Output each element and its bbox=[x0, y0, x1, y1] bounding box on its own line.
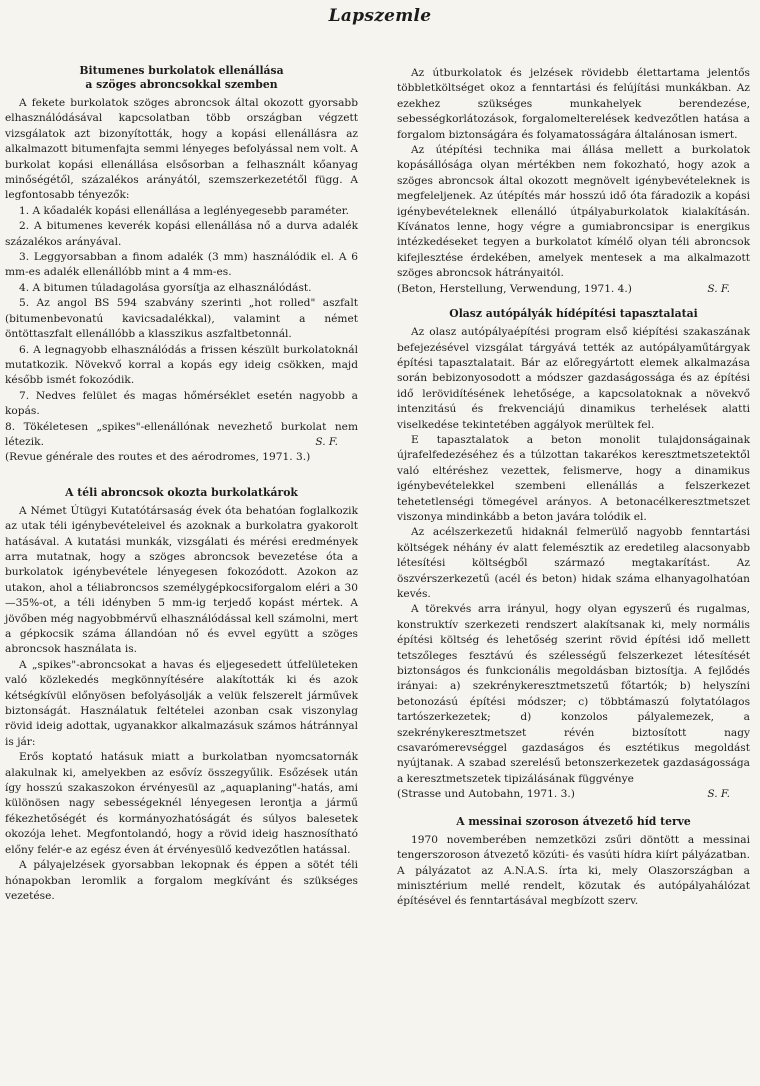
paragraph: 8. Tökéletesen „spikes"-ellenállónak nevezhető burkolat nem létezik. bbox=[5, 420, 358, 448]
paragraph: 6. A legnagyobb elhasználódás a frissen készült burkolatoknál mutatkozik. Növekvő korral a kopás egy ideig csökken, majd később ismét fokozódik. bbox=[5, 343, 358, 387]
left-column bbox=[5, 64, 358, 904]
article-body-winter-tyres bbox=[5, 504, 358, 905]
paragraph: 7. Nedves felület és magas hőmérséklet esetén nagyobb a kopás. bbox=[5, 389, 358, 418]
article-body-winter-tyres-cont bbox=[397, 66, 750, 297]
paragraph: 1. A kőadalék kopási ellenállása a leglényegesebb paraméter. bbox=[19, 204, 350, 217]
paragraph: Az olasz autópályaépítési program első kiépítési szakaszának befejezésével vizsgálat tárgyává tették az autópályaműtárgyak építési tapasztalatait. Bár az előregyártott elemek alkalmazása során bebizonyosodott a módszer gazdaságossága és az építési idő lerövidítésének lehetősége, a kapcsolatoknak a növekvő intenzitású és frekvenciájú dinamikus terhelések alatti viselkedése tekintetében aggályok merültek fel. bbox=[397, 326, 750, 431]
paragraph: Erős koptató hatásuk miatt a burkolatban nyomcsatornák alakulnak ki, amelyekben az esővíz összegyűlik. Esőzések után így hosszú szakaszokon érvényesül az „aquaplaning"-hatás, ami különösen nagy sebességeknél lényegesen lerontja a jármű fékezhetőségét és kormányozhatóságát és súlyos balesetek okozója lehet. Megfontolandó, hogy a rövid ideig hasznosítható előny felér-e az egész éven át érvényesülő kedvezőtlen hatással. bbox=[5, 751, 358, 856]
source-with-signature bbox=[397, 282, 750, 297]
paragraph: A fekete burkolatok szöges abroncsok által okozott gyorsabb elhasználódásával kapcsolatban több országban végzett vizsgálatok azt bizonyították, hogy a kopási ellenállásra az alkalmazott bitumenfajta semmi lényeges befolyással nem volt. A burkolat kopási ellenállása elsősorban a felhasznált kőanyag minőségétől, százalékos arányától, szemszerkezetétől függ. A legfontosabb tényezők: bbox=[5, 97, 358, 202]
article-title-messina-bridge: A messinai szoroson átvezető híd terve bbox=[456, 814, 691, 828]
paragraph: A „spikes"-abroncsokat a havas és eljegesedett útfelületeken való közlekedés megkönnyítésére alakították ki és azok kétségkívül előnyösen befolyásolják a velük felszerelt járművek biztonságát. Használatuk feltételei azonban csak viszonylag rövid ideig adottak, ugyanakkor alkalmazásuk számos hátránnyal is jár: bbox=[5, 658, 358, 748]
page-title: Lapszemle bbox=[328, 6, 432, 26]
paragraph: 1970 novemberében nemzetközi zsűri döntött a messinai tengerszoroson átvezető közúti- és vasúti hídra kiírt pályázatban. A pályázatot az A.N.A.S. írta ki, mely Olaszországban a minisztérium mellé rendelt, közutak és autópályahálózat építésével és fenntartásával megbízott szerv. bbox=[397, 833, 750, 908]
paragraph-with-signature bbox=[5, 420, 358, 451]
source-citation: (Revue générale des routes et des aérodromes, 1971. 3.) bbox=[5, 451, 311, 464]
paragraph: 4. A bitumen túladagolása gyorsítja az elhasználódást. bbox=[19, 281, 312, 294]
paragraph: Az útépítési technika mai állása mellett a burkolatok kopásállósága olyan mértékben nem fokozható, hogy azok a szöges abroncsok által okozott megnövelt igénybevételeknek is megfeleljenek. Az útépítés már hosszú idő óta fáradozik a kopási igénybevételeknek ellenálló útpályaburkolatok kialakításán. Kívánatos lenne, hogy végre a gumiabroncsipar is energikus intézkedéseket tegyen a burkolatot kímélő olyan téli abroncsok kifejlesztése érdekében, amelyek mentesek a ma alkalmazott szöges abroncsok hátrányaitól. bbox=[397, 144, 750, 280]
source-citation: (Strasse und Autobahn, 1971. 3.) bbox=[397, 788, 575, 801]
paragraph: Az útburkolatok és jelzések rövidebb élettartama jelentős többletköltséget okoz a fenntartási és felújítási munkákban. Az ezekhez szükséges munkahelyek berendezése, sebességkorlátozások, forgalomelterelések kedvezőtlen hatása a forgalom biztonságára és folyamatosságára általánosan ismert. bbox=[397, 67, 750, 141]
paragraph: 3. Leggyorsabban a finom adalék (3 mm) használódik el. A 6 mm-es adalék ellenállóbb mint a 4 mm-es. bbox=[5, 251, 358, 279]
paragraph: 2. A bitumenes keverék kopási ellenállása nő a durva adalék százalékos arányával. bbox=[5, 220, 358, 248]
article-title-line: a szöges abroncsokkal szemben bbox=[85, 78, 278, 91]
article-title-line: Bitumenes burkolatok ellenállása bbox=[79, 64, 284, 77]
paragraph: 5. Az angol BS 594 szabvány szerinti „hot rolled" aszfalt (bitumenbevonatú kavicsadalékkal), valamint a német öntöttaszfalt ellenállóbb a klasszikus aszfaltbetonnál. bbox=[5, 297, 358, 341]
paragraph: E tapasztalatok a beton monolit tulajdonságainak újrafelfedezéséhez és a túlzottan takarékos keresztmetszetektől való eltéréshez vezettek, felismerve, hogy a dinamikus igénybevételekkel szembeni ellenállás a felszerkezet tehetetlenségi tömegével arányos. A betonacélkeresztmetszet viszonya mindinkább a beton javára tolódik el. bbox=[397, 433, 750, 523]
source-with-signature bbox=[397, 787, 750, 802]
paragraph: Az acélszerkezetű hidaknál felmerülő nagyobb fenntartási költségek néhány év alatt felemésztik az eredetileg alacsonyabb létesítési költségből származó megtakarítást. Az öszvérszerkezetű (acél és beton) hidak száma elhanyagolhatóan kevés. bbox=[397, 526, 750, 600]
article-title-bitumen bbox=[5, 64, 358, 92]
signature: S. F. bbox=[707, 788, 730, 801]
signature: S. F. bbox=[315, 435, 338, 448]
article-body-bitumen bbox=[5, 96, 358, 466]
signature: S. F. bbox=[707, 282, 730, 295]
paragraph: A pályajelzések gyorsabban lekopnak és éppen a sötét téli hónapokban leromlik a forgalom megkívánt és szükséges vezetése. bbox=[5, 859, 358, 902]
paragraph: A törekvés arra irányul, hogy olyan egyszerű és rugalmas, konstruktív szerkezeti rendszert alakítsanak ki, mely normális építési költség és lehetőség szerint rövid építési idő mellett tetszőleges fesztávú és szélességű felszerkezet létesítését biztonságos és funkcionális megoldásban biztosítja. A fejlődés irányai: a) szekrénykeresztmetszetű főtartók; b) helyszíni betonozású építési módszer; c) többtámaszú folytatólagos tartószerkezetek; d) konzolos pályalemezek, a szekrénykeresztmetszet révén biztosított nagy csavarómerevséggel gazdaságos és esztétikus megoldást nyújtanak. A szabad szerelésű betonszerkezetek gazdaságossága a keresztmetszetek tipizálásának függvénye bbox=[397, 603, 750, 785]
article-body-messina-bridge bbox=[397, 833, 750, 910]
article-body-italian-bridges bbox=[397, 325, 750, 803]
article-title-winter-tyres: A téli abroncsok okozta burkolatkárok bbox=[65, 485, 298, 499]
right-column bbox=[397, 66, 750, 910]
source-citation: (Beton, Herstellung, Verwendung, 1971. 4.) bbox=[397, 282, 632, 295]
article-title-italian-bridges: Olasz autópályák hídépítési tapasztalatai bbox=[449, 307, 698, 321]
paragraph: A Német Útügyi Kutatótársaság évek óta behatóan foglalkozik az utak téli igénybevételeivel és azoknak a burkolatra gyakorolt hatásával. A kutatási munkák, vizsgálati és mérési eredmények arra mutatnak, hogy a szöges abroncsok bevezetése óta a burkolatok igénybevétele lényegesen fokozódott. Azokon az utakon, ahol a téliabroncsos személygépkocsiforgalom eléri a 30—35%-ot, a téli idényben 5 mm-ig terjedő kopást mértek. A jövőben még nagyobbmérvű elhasználódással kell számolni, mert a gépkocsik száma állandóan nő és evvel együtt a szöges abroncsok használata is. bbox=[5, 504, 358, 656]
